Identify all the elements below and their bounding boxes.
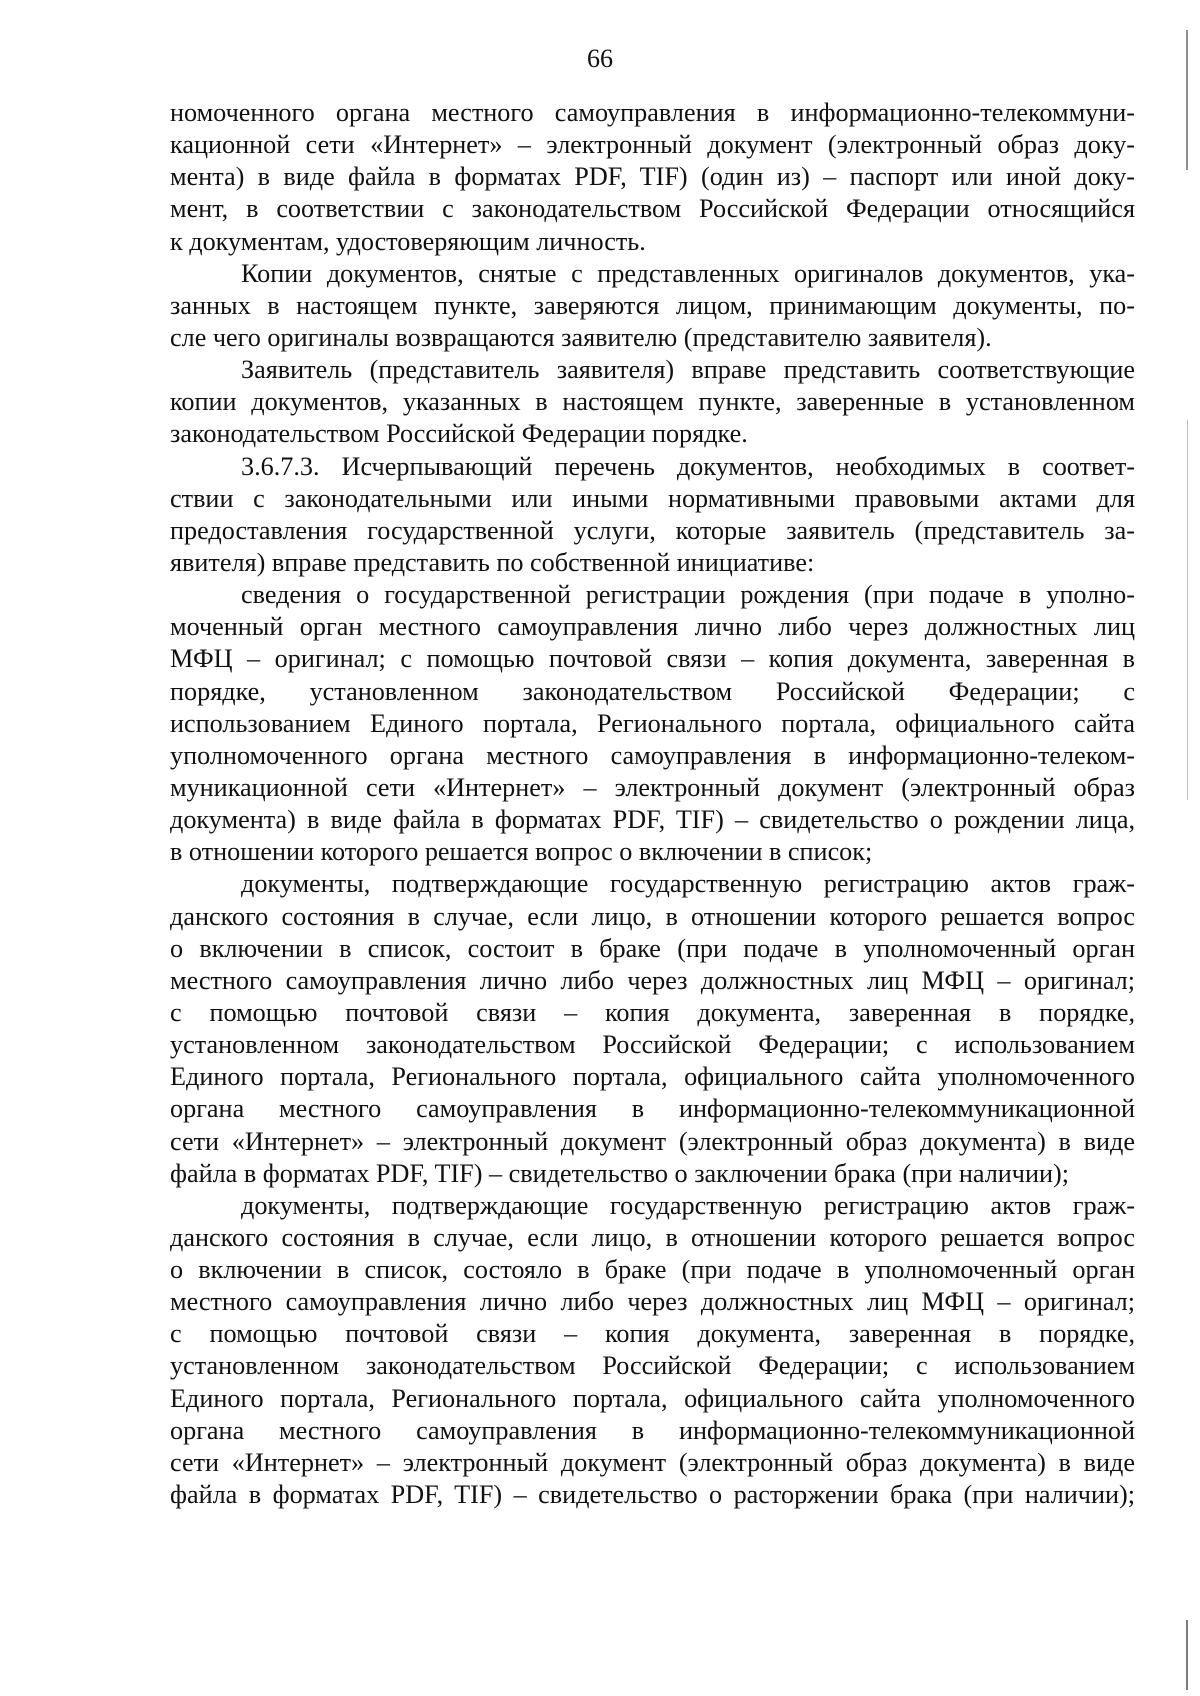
text-line: документы, подтверждающие государственную регистрацию актов граж- (241, 869, 1135, 899)
text-line: с помощью почтовой связи – копия документа, заверенная в порядке, (170, 1319, 1135, 1349)
scan-edge-mark (1186, 30, 1188, 170)
text-line: файла в форматах PDF, TIF) – свидетельство о расторжении брака (при наличии); (170, 1480, 1135, 1510)
text-line: органа местного самоуправления в информационно-телекоммуникационной (170, 1415, 1135, 1445)
text-line: сведения о государственной регистрации рождения (при подаче в уполно- (241, 580, 1135, 610)
text-line: документы, подтверждающие государственную регистрацию актов граж- (241, 1190, 1135, 1220)
text-line: файла в форматах PDF, TIF) – свидетельство о заключении брака (при наличии); (170, 1158, 1069, 1188)
text-line: ствии с законодательными или иными нормативными правовыми актами для (170, 483, 1135, 513)
text-line: данского состояния в случае, если лицо, в отношении которого решается вопрос (170, 901, 1135, 931)
text-line: номоченного органа местного самоуправления в информационно-телекоммуни- (170, 98, 1135, 127)
text-line: моченный орган местного самоуправления лично либо через должностных лиц (170, 612, 1135, 642)
text-line: Копии документов, снятые с представленных оригиналов документов, ука- (241, 258, 1135, 288)
text-line: муникационной сети «Интернет» – электронный документ (электронный образ (170, 772, 1135, 802)
text-line: о включении в список, состоит в браке (при подаче в уполномоченный орган (170, 933, 1135, 963)
body-text (170, 97, 1135, 1511)
text-line: местного самоуправления лично либо через должностных лиц МФЦ – оригинал; (170, 1287, 1135, 1317)
text-line: 3.6.7.3. Исчерпывающий перечень документов, необходимых в соответ- (241, 451, 1135, 481)
text-line: использованием Единого портала, Регионального портала, официального сайта (170, 708, 1135, 738)
text-line: Заявитель (представитель заявителя) вправе представить соответствующие (241, 355, 1135, 385)
text-line: предоставления государственной услуги, которые заявитель (представитель за- (170, 515, 1135, 545)
text-line: с помощью почтовой связи – копия документа, заверенная в порядке, (170, 997, 1135, 1027)
scan-edge-mark (1187, 420, 1188, 800)
text-line: сети «Интернет» – электронный документ (электронный образ документа) в виде (170, 1447, 1135, 1477)
text-line: органа местного самоуправления в информационно-телекоммуникационной (170, 1094, 1135, 1124)
text-line: МФЦ – оригинал; с помощью почтовой связи – копия документа, заверенная в (170, 644, 1135, 674)
text-line: явителя) вправе представить по собственной инициативе: (170, 547, 815, 577)
text-line: порядке, установленном законодательством Российской Федерации; с (170, 676, 1135, 706)
text-line: мент, в соответствии с законодательством Российской Федерации относящийся (170, 194, 1135, 224)
text-line: данского состояния в случае, если лицо, в отношении которого решается вопрос (170, 1222, 1135, 1252)
text-line: занных в настоящем пункте, заверяются лицом, принимающим документы, по- (170, 290, 1135, 320)
text-line: в отношении которого решается вопрос о включении в список; (170, 837, 873, 867)
text-line: местного самоуправления лично либо через должностных лиц МФЦ – оригинал; (170, 965, 1135, 995)
text-line: установленном законодательством Российской Федерации; с использованием (170, 1030, 1135, 1060)
scan-edge-mark (1186, 1620, 1188, 1690)
text-line: законодательством Российской Федерации порядке. (170, 419, 748, 449)
text-line: о включении в список, состояло в браке (при подаче в уполномоченный орган (170, 1255, 1135, 1285)
text-line: копии документов, указанных в настоящем пункте, заверенные в установленном (170, 387, 1135, 417)
text-line: к документам, удостоверяющим личность. (170, 226, 646, 256)
text-line: Единого портала, Регионального портала, официального сайта уполномоченного (170, 1062, 1135, 1092)
text-line: установленном законодательством Российской Федерации; с использованием (170, 1351, 1135, 1381)
text-line: уполномоченного органа местного самоуправления в информационно-телеком- (170, 740, 1135, 770)
text-line: сле чего оригиналы возвращаются заявителю (представителю заявителя). (170, 322, 992, 352)
text-line: Единого портала, Регионального портала, официального сайта уполномоченного (170, 1383, 1135, 1413)
page-number: 66 (587, 44, 613, 73)
text-line: мента) в виде файла в форматах PDF, TIF) (один из) – паспорт или иной доку- (170, 162, 1135, 192)
text-line: сети «Интернет» – электронный документ (электронный образ документа) в виде (170, 1126, 1135, 1156)
text-line: документа) в виде файла в форматах PDF, TIF) – свидетельство о рождении лица, (170, 805, 1135, 835)
text-line: кационной сети «Интернет» – электронный документ (электронный образ доку- (170, 130, 1135, 160)
